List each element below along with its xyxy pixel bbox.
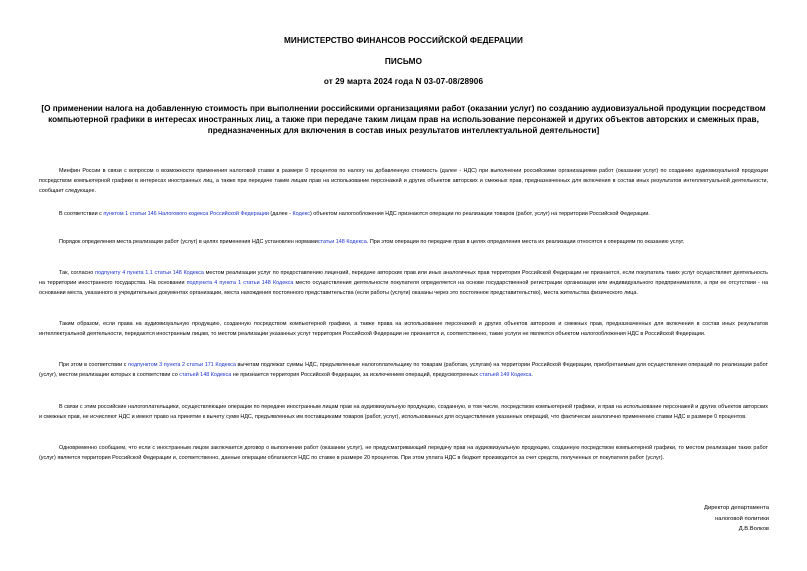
paragraph-text: не признается территория Российской Федерации, за исключением операций, предусмотренных (231, 372, 480, 379)
legal-reference-link[interactable]: статьей 149 Кодекса (479, 372, 532, 379)
legal-reference-link[interactable]: подпункту 4 пункта 1.1 статьи 148 Кодекса (95, 270, 204, 276)
document-type: ПИСЬМО (384, 57, 423, 66)
paragraph-text: В соответствии с (59, 211, 104, 217)
paragraph (39, 319, 768, 339)
paragraph-text: место осуществления деятельности покупателя определяется на основе государственной регистрации организации или индивидуального предпринимателя, а при ее отсутствии - на основании места, указанного в учредительных документах организации, места нахождения постоянного представительства (если работы (услуги) оказаны через это постоянное представительство), места жительства физического лица. (39, 280, 768, 297)
legal-reference-link[interactable]: статьи 148 Кодекса (317, 239, 367, 245)
paragraph (39, 360, 768, 380)
paragraph (39, 166, 768, 196)
signature-name: Д.В.Волков (738, 526, 769, 532)
paragraph-text: При этом в соответствии с (59, 362, 129, 368)
paragraph-text: (далее - (268, 211, 293, 217)
paragraph-text: Порядок определения места реализации работ (услуг) в целях применения НДС установлен нормами (59, 239, 318, 245)
legal-reference-link[interactable]: пунктом 1 статьи 146 Налогового кодекса Российской Федерации (103, 211, 269, 217)
paragraph (39, 402, 768, 422)
paragraph-text: Одновременно сообщаем, что если с иностранным лицом заключается договор о выполнении работ (оказании услуг), не предусматривающий передачу прав на аудиовизуальную продукцию, созданную посредством компьютерной графики, то местом реализации таких работ (услуг) является территория Российской Федерации и, соответственно, данные операции облагаются НДС по ставке в размере 20 процентов. При этом уплата НДС в бюджет производится за счет средств, полученных от покупателя работ (услуг). (39, 445, 768, 462)
legal-reference-link[interactable]: статьей 148 Кодекса (179, 372, 232, 379)
paragraph-text: местом реализации услуг по предоставлению лицензий, передаче авторских прав или иных аналогичных прав территория Российской Федерации не признается, если покупатель таких услуг осуществляет деятельность на территории иностранного государства. На основании (39, 270, 768, 287)
paragraph (39, 237, 768, 247)
signature-department: налоговой политики (715, 515, 769, 522)
paragraph-text: ) объектом налогообложения НДС признаются операции по реализации товаров (работ, услуг) на территории Российской Федерации. (309, 211, 650, 217)
paragraph (39, 443, 768, 463)
signature-block (704, 503, 769, 535)
paragraph-text: Так, согласно (59, 270, 96, 276)
paragraph-text: . При этом операции по передаче прав в целях определения места их реализации относятся к операциям по оказанию услуг. (366, 239, 685, 245)
legal-reference-link[interactable]: подпункта 4 пункта 1 статьи 148 Кодекса (186, 280, 294, 287)
legal-reference-link[interactable]: Кодекс (292, 211, 310, 217)
paragraph-text: В связи с этим российские налогоплательщики, осуществляющие операции по передаче иностранным лицам прав на аудиовизуальную продукцию, созданную, в том числе, посредством компьютерной графики, и прав на использование персонажей и других объектов авторских и смежных прав, не исчисляют НДС и имеют право на принятие к вычету сумм НДС, предъявленных им поставщиками товаров (работ, услуг), использованных для осуществления указанных операций, что фактически аналогично применению ставки НДС в размере 0 процентов. (39, 404, 768, 421)
legal-reference-link[interactable]: подпунктом 3 пункта 2 статьи 171 Кодекса (128, 362, 236, 368)
paragraph (39, 268, 768, 298)
paragraph-text: Минфин России в связи с вопросом о возможности применения налоговой ставки в размере 0 процентов по налогу на добавленную стоимость (далее - НДС) при выполнении российскими организациями работ (оказании услуг) по созданию аудиовизуальной продукции посредством компьютерной графики в интересах иностранных лиц, а также при передаче таким лицам прав на использование персонажей и других объектов авторских и смежных прав, предназначенных для включения в состав иных результатов интеллектуальной деятельности, сообщает следующее. (39, 168, 768, 195)
ministry-heading: МИНИСТЕРСТВО ФИНАНСОВ РОССИЙСКОЙ ФЕДЕРАЦИИ (284, 36, 523, 45)
paragraph-text: . (531, 372, 533, 379)
paragraph (39, 209, 768, 219)
paragraph-text: вычетам подлежат суммы НДС, предъявленные налогоплательщику по товарам (работам, услугам) на территории Российской Федерации, приобретаемым для осуществления операций по реализации работ (услуг), местом реализации которых в соответствии со (39, 362, 768, 379)
document-date-number: от 29 марта 2024 года N 03-07-08/28906 (323, 77, 484, 86)
paragraph-text: Таким образом, если права на аудиовизуальную продукцию, созданную посредством компьютерной графики, а также права на использование персонажей и других объектов авторских и смежных прав, предназначенных для включения в состав иных результатов интеллектуальной деятельности, передаются иностранным лицам, то местом реализации указанных услуг территория Российской Федерации не признается и, соответственно, такие услуги не являются объектом налогообложения НДС в Российской Федерации. (39, 321, 768, 338)
signature-position: Директор департамента (704, 505, 769, 511)
document-title: [О применении налога на добавленную стоимость при выполнении российскими организациями работ (оказании услуг) по созданию аудиовизуальной продукции посредством компьютерной графики в интересах иностранных лиц, а также при передаче таким лицам прав на использование персонажей и других объектов авторских и смежных прав, предназначенных для включения в состав иных результатов интеллектуальной деятельности] (41, 104, 766, 135)
